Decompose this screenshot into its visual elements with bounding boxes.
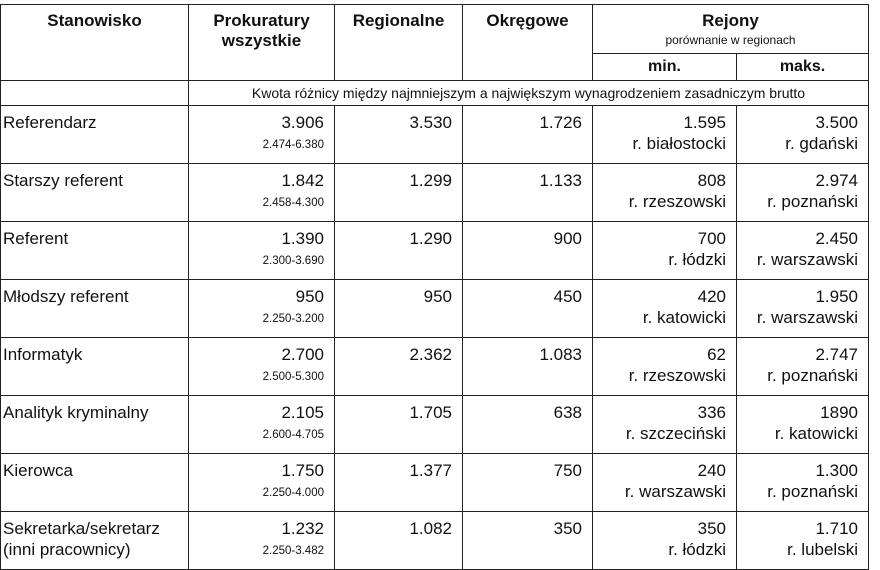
cell-all-prosecutors bbox=[189, 396, 335, 454]
cell-all-prosecutors bbox=[189, 512, 335, 570]
min-region: r. warszawski bbox=[624, 482, 726, 501]
position-name: Referent bbox=[3, 229, 69, 248]
salary-range: 2.250-3.200 bbox=[262, 313, 324, 325]
header-prokuratury-line1: Prokuratury bbox=[213, 11, 310, 30]
cell-district bbox=[463, 338, 593, 396]
position-name: Kierowca bbox=[3, 461, 73, 480]
cell-regional bbox=[335, 512, 463, 570]
cell-all-prosecutors bbox=[189, 280, 335, 338]
cell-district bbox=[463, 280, 593, 338]
max-region: r. katowicki bbox=[774, 424, 858, 443]
table-row bbox=[1, 512, 869, 570]
cell-position bbox=[1, 280, 189, 338]
cell-min bbox=[593, 222, 737, 280]
max-region: r. warszawski bbox=[756, 250, 858, 269]
cell-position bbox=[1, 222, 189, 280]
cell-max bbox=[737, 396, 869, 454]
table-row bbox=[1, 280, 869, 338]
cell-position bbox=[1, 512, 189, 570]
salary-range: 2.300-3.690 bbox=[262, 255, 324, 267]
regional-value: 1.377 bbox=[409, 461, 452, 480]
district-value: 450 bbox=[553, 287, 582, 306]
regional-value: 2.362 bbox=[409, 345, 452, 364]
max-value: 2.974 bbox=[815, 171, 858, 190]
district-value: 900 bbox=[553, 229, 582, 248]
regional-value: 950 bbox=[423, 287, 452, 306]
cell-regional bbox=[335, 164, 463, 222]
header-rejony-title: Rejony bbox=[702, 11, 759, 30]
regional-value: 1.290 bbox=[409, 229, 452, 248]
header-okregowe: Okręgowe bbox=[463, 5, 593, 81]
max-value: 2.747 bbox=[815, 345, 858, 364]
cell-max bbox=[737, 512, 869, 570]
min-region: r. łódzki bbox=[668, 250, 726, 269]
header-maks: maks. bbox=[737, 54, 869, 81]
table-note: Kwota różnicy między najmniejszym a największym wynagrodzeniem zasadniczym brutto bbox=[189, 81, 869, 106]
cell-min bbox=[593, 512, 737, 570]
district-value: 1.726 bbox=[539, 113, 582, 132]
min-region: r. łódzki bbox=[668, 540, 726, 559]
min-region: r. katowicki bbox=[642, 308, 726, 327]
salary-range: 2.458-4.300 bbox=[262, 197, 324, 209]
cell-regional bbox=[335, 106, 463, 164]
cell-district bbox=[463, 454, 593, 512]
table-row bbox=[1, 164, 869, 222]
cell-max bbox=[737, 222, 869, 280]
cell-max bbox=[737, 106, 869, 164]
cell-all-prosecutors bbox=[189, 454, 335, 512]
district-value: 350 bbox=[553, 519, 582, 538]
position-name: Sekretarka/sekretarz bbox=[3, 519, 160, 538]
position-name: Analityk kryminalny bbox=[3, 403, 149, 422]
cell-position bbox=[1, 338, 189, 396]
all-value: 3.906 bbox=[281, 113, 324, 132]
cell-regional bbox=[335, 222, 463, 280]
district-value: 750 bbox=[553, 461, 582, 480]
position-name: Starszy referent bbox=[3, 171, 123, 190]
cell-regional bbox=[335, 338, 463, 396]
table-row bbox=[1, 222, 869, 280]
header-rejony bbox=[593, 5, 869, 54]
all-value: 2.700 bbox=[281, 345, 324, 364]
max-value: 1890 bbox=[820, 403, 858, 422]
header-regionalne: Regionalne bbox=[335, 5, 463, 81]
table-row bbox=[1, 106, 869, 164]
table-row bbox=[1, 396, 869, 454]
header-rejony-subtitle: porównanie w regionach bbox=[665, 33, 796, 47]
salary-range: 2.500-5.300 bbox=[262, 371, 324, 383]
max-region: r. poznański bbox=[767, 482, 858, 501]
salary-range: 2.250-3.482 bbox=[262, 545, 324, 557]
position-name: Informatyk bbox=[3, 345, 83, 364]
cell-max bbox=[737, 338, 869, 396]
cell-min bbox=[593, 280, 737, 338]
max-region: r. poznański bbox=[767, 366, 858, 385]
cell-district bbox=[463, 222, 593, 280]
district-value: 638 bbox=[553, 403, 582, 422]
cell-max bbox=[737, 280, 869, 338]
cell-position bbox=[1, 396, 189, 454]
max-value: 1.710 bbox=[815, 519, 858, 538]
max-region: r. lubelski bbox=[787, 540, 858, 559]
district-value: 1.083 bbox=[539, 345, 582, 364]
min-value: 1.595 bbox=[683, 113, 726, 132]
cell-regional bbox=[335, 454, 463, 512]
cell-position bbox=[1, 106, 189, 164]
salary-range: 2.474-6.380 bbox=[262, 139, 324, 151]
cell-all-prosecutors bbox=[189, 338, 335, 396]
min-value: 62 bbox=[707, 345, 726, 364]
cell-min bbox=[593, 396, 737, 454]
position-name: Referendarz bbox=[3, 113, 97, 132]
position-name: Młodszy referent bbox=[3, 287, 129, 306]
all-value: 1.232 bbox=[281, 519, 324, 538]
min-region: r. białostocki bbox=[632, 134, 726, 153]
cell-regional bbox=[335, 280, 463, 338]
regional-value: 3.530 bbox=[409, 113, 452, 132]
header-prokuratury bbox=[189, 5, 335, 81]
max-region: r. poznański bbox=[767, 192, 858, 211]
max-value: 2.450 bbox=[815, 229, 858, 248]
min-value: 808 bbox=[697, 171, 726, 190]
cell-max bbox=[737, 454, 869, 512]
cell-all-prosecutors bbox=[189, 164, 335, 222]
min-region: r. szczeciński bbox=[625, 424, 726, 443]
salary-range: 2.600-4.705 bbox=[262, 429, 324, 441]
regional-value: 1.299 bbox=[409, 171, 452, 190]
header-prokuratury-line2: wszystkie bbox=[221, 31, 302, 50]
cell-district bbox=[463, 396, 593, 454]
all-value: 1.750 bbox=[281, 461, 324, 480]
header-stanowisko: Stanowisko bbox=[1, 5, 189, 81]
salary-table bbox=[0, 4, 869, 570]
max-value: 3.500 bbox=[815, 113, 858, 132]
min-value: 420 bbox=[697, 287, 726, 306]
cell-min bbox=[593, 454, 737, 512]
table-body bbox=[1, 106, 869, 570]
table-row bbox=[1, 454, 869, 512]
min-value: 700 bbox=[697, 229, 726, 248]
header-min: min. bbox=[593, 54, 737, 81]
min-value: 240 bbox=[697, 461, 726, 480]
cell-position bbox=[1, 454, 189, 512]
cell-min bbox=[593, 338, 737, 396]
table-row bbox=[1, 338, 869, 396]
all-value: 1.390 bbox=[281, 229, 324, 248]
cell-max bbox=[737, 164, 869, 222]
max-region: r. warszawski bbox=[756, 308, 858, 327]
cell-all-prosecutors bbox=[189, 106, 335, 164]
max-region: r. gdański bbox=[785, 134, 858, 153]
all-value: 2.105 bbox=[281, 403, 324, 422]
max-value: 1.950 bbox=[815, 287, 858, 306]
min-region: r. rzeszowski bbox=[628, 366, 726, 385]
district-value: 1.133 bbox=[539, 171, 582, 190]
cell-regional bbox=[335, 396, 463, 454]
max-value: 1.300 bbox=[815, 461, 858, 480]
min-value: 336 bbox=[697, 403, 726, 422]
cell-district bbox=[463, 106, 593, 164]
note-spacer bbox=[1, 81, 189, 106]
all-value: 1.842 bbox=[281, 171, 324, 190]
cell-all-prosecutors bbox=[189, 222, 335, 280]
cell-district bbox=[463, 164, 593, 222]
cell-district bbox=[463, 512, 593, 570]
position-name-line2: (inni pracownicy) bbox=[3, 540, 131, 559]
regional-value: 1.705 bbox=[409, 403, 452, 422]
min-value: 350 bbox=[697, 519, 726, 538]
regional-value: 1.082 bbox=[409, 519, 452, 538]
min-region: r. rzeszowski bbox=[628, 192, 726, 211]
cell-position bbox=[1, 164, 189, 222]
salary-range: 2.250-4.000 bbox=[262, 487, 324, 499]
all-value: 950 bbox=[295, 287, 324, 306]
cell-min bbox=[593, 164, 737, 222]
cell-min bbox=[593, 106, 737, 164]
